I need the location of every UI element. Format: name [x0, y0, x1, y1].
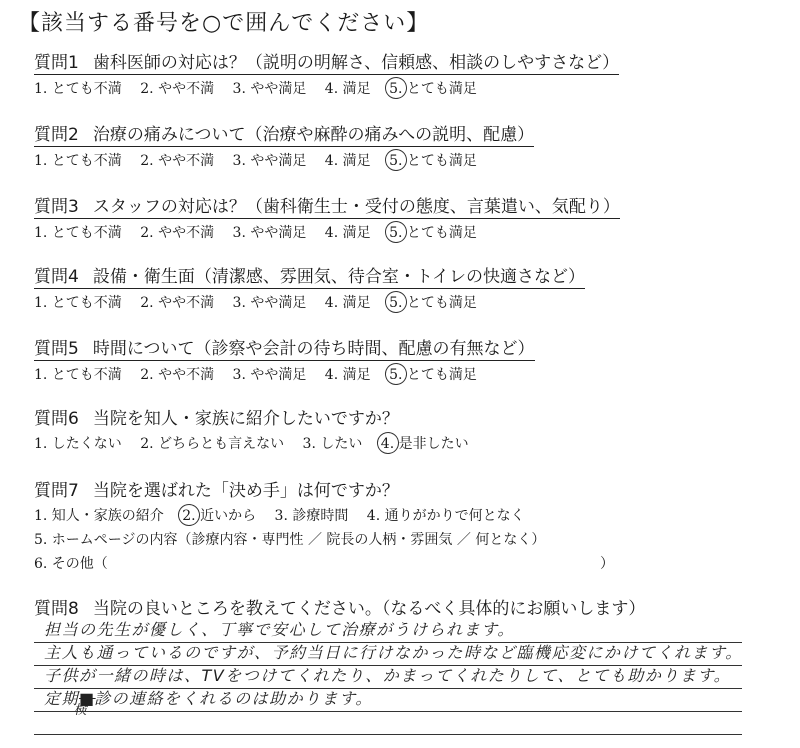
option-5-circled[interactable]: 5. とても満足 — [389, 364, 477, 384]
option-5-circled[interactable]: 5. とても満足 — [389, 150, 477, 170]
handwritten-text: 担当の先生が優しく、丁寧で安心して治療がうけられます。 — [44, 620, 515, 639]
question-7 — [34, 476, 614, 573]
option-1[interactable]: 1. 知人・家族の紹介 — [34, 508, 164, 524]
option-4[interactable]: 4. 通りがかりで何となく — [366, 508, 525, 524]
option-3[interactable]: 3. やや満足 — [232, 153, 307, 169]
option-4[interactable]: 4. 満足 — [324, 367, 371, 383]
option-6-label: 6. その他（ — [34, 556, 108, 572]
option-2-circled[interactable]: 2. 近いから — [182, 505, 256, 525]
question-6 — [34, 404, 483, 453]
question-8-heading: 質問8 当院の良いところを教えてください。（なるべく具体的にお願いします） — [34, 599, 646, 619]
question-7-option-5[interactable]: 5. ホームページの内容（診療内容・専門性 ／ 院長の人柄・雰囲気 ／ 何となく） — [34, 532, 546, 548]
option-2[interactable]: 2. やや不満 — [140, 225, 215, 241]
question-1-heading: 質問1 歯科医師の対応は？（説明の明解さ、信頼感、相談のしやすさなど） — [34, 48, 619, 75]
form-title: 【該当する番号を○で囲んでください】 — [18, 11, 430, 36]
handwritten-text: 子供が一緒の時は、TVをつけてくれたり、かまってくれたりして、とても助かります。 — [44, 666, 732, 685]
option-6-close-paren: ） — [600, 556, 614, 572]
question-5 — [34, 334, 535, 384]
option-1[interactable]: 1. とても不満 — [34, 295, 122, 311]
option-4[interactable]: 4. 満足 — [324, 153, 371, 169]
option-1[interactable]: 1. とても不満 — [34, 153, 122, 169]
option-3[interactable]: 3. やや満足 — [232, 295, 307, 311]
question-5-options — [34, 364, 535, 384]
answer-line-5 — [34, 712, 742, 735]
answer-line-4 — [34, 689, 742, 718]
option-2[interactable]: 2. やや不満 — [140, 81, 215, 97]
question-7-heading: 質問7 当院を選ばれた「決め手」は何ですか？ — [34, 481, 399, 501]
crossed-out-char: ■ — [79, 689, 96, 708]
option-4[interactable]: 4. 満足 — [324, 225, 371, 241]
option-1[interactable]: 1. とても不満 — [34, 225, 122, 241]
option-2[interactable]: 2. やや不満 — [140, 153, 215, 169]
question-3 — [34, 192, 620, 242]
option-1[interactable]: 1. とても不満 — [34, 367, 122, 383]
question-2-heading: 質問2 治療の痛みについて（治療や麻酔の痛みへの説明、配慮） — [34, 120, 534, 147]
option-5-circled[interactable]: 5. とても満足 — [389, 292, 477, 312]
question-8-answer-area[interactable] — [34, 620, 742, 735]
question-7-options-line1 — [34, 505, 614, 525]
question-4-heading: 質問4 設備・衛生面（清潔感、雰囲気、待合室・トイレの快適さなど） — [34, 262, 585, 289]
question-4-options — [34, 292, 585, 312]
option-4[interactable]: 4. 満足 — [324, 81, 371, 97]
handwritten-text: 主人も通っているのですが、予約当日に行けなかった時など臨機応変にかけてくれます。 — [44, 643, 743, 662]
question-4 — [34, 262, 585, 312]
option-2[interactable]: 2. どちらとも言えない — [140, 436, 285, 452]
option-3[interactable]: 3. やや満足 — [232, 225, 307, 241]
option-2[interactable]: 2. やや不満 — [140, 367, 215, 383]
handwritten-text: 定期$■_検$診の連絡をくれるのは助かります。 — [44, 689, 373, 718]
option-4[interactable]: 4. 満足 — [324, 295, 371, 311]
option-3[interactable]: 3. したい — [302, 436, 363, 452]
option-3[interactable]: 3. 診療時間 — [274, 508, 349, 524]
option-1[interactable]: 1. とても不満 — [34, 81, 122, 97]
question-5-heading: 質問5 時間について（診察や会計の待ち時間、配慮の有無など） — [34, 334, 535, 361]
option-3[interactable]: 3. やや満足 — [232, 81, 307, 97]
option-4-circled[interactable]: 4. 是非したい — [381, 433, 469, 453]
option-5-circled[interactable]: 5. とても満足 — [389, 222, 477, 242]
option-2[interactable]: 2. やや不満 — [140, 295, 215, 311]
question-2 — [34, 120, 534, 170]
question-1-options — [34, 78, 619, 98]
question-3-heading: 質問3 スタッフの対応は？（歯科衛生士・受付の態度、言葉遣い、気配り） — [34, 192, 620, 219]
option-5-circled[interactable]: 5. とても満足 — [389, 78, 477, 98]
option-1[interactable]: 1. したくない — [34, 436, 122, 452]
question-6-heading: 質問6 当院を知人・家族に紹介したいですか？ — [34, 409, 399, 429]
question-3-options — [34, 222, 620, 242]
question-6-options — [34, 433, 483, 453]
option-3[interactable]: 3. やや満足 — [232, 367, 307, 383]
question-7-option-6[interactable] — [34, 553, 614, 573]
question-2-options — [34, 150, 534, 170]
inserted-correction: 検 — [73, 703, 89, 718]
question-1 — [34, 48, 619, 98]
